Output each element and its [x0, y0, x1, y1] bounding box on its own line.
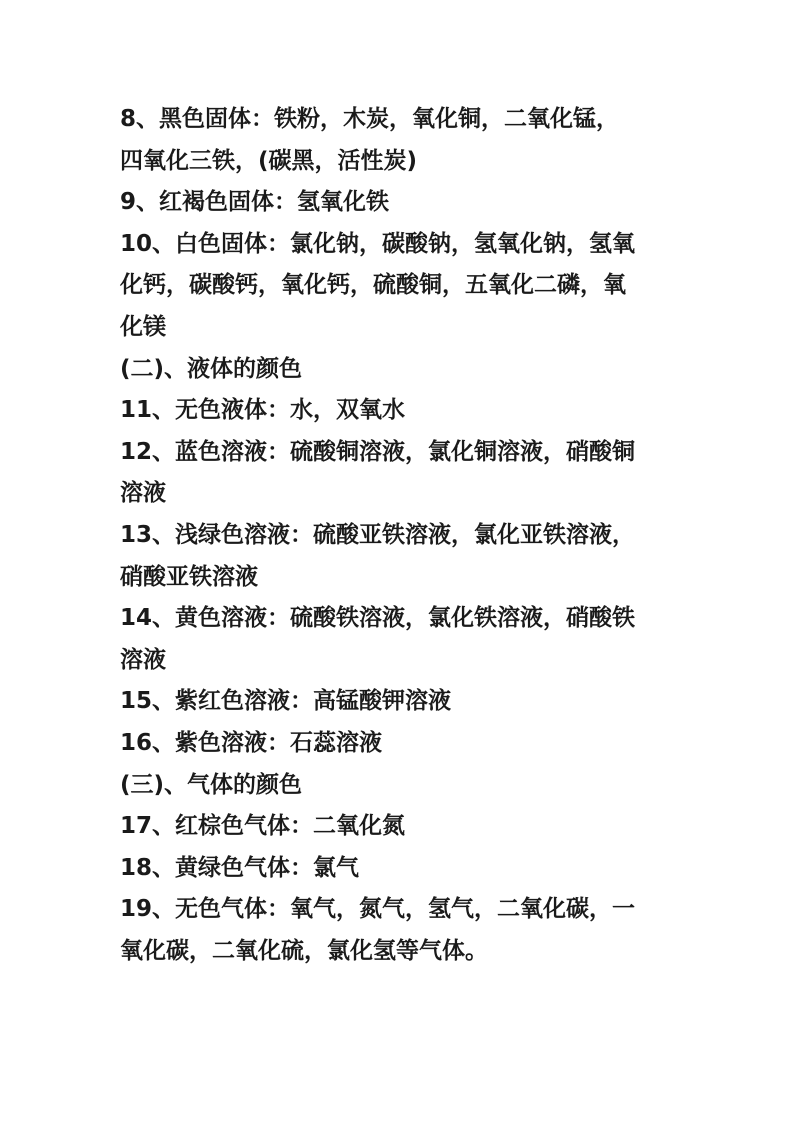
text-line: 氧化碳，二氧化硫，氯化氢等气体。	[120, 937, 488, 964]
text-line: 8、黑色固体：铁粉，木炭，氧化铜，二氧化锰，	[120, 106, 620, 132]
document-body	[120, 99, 680, 972]
text-line: 硝酸亚铁溶液	[120, 563, 258, 590]
text-line: 9、红褐色固体：氢氧化铁	[120, 189, 390, 216]
text-line: 18、黄绿色气体：氯气	[120, 854, 360, 881]
text-line: 四氧化三铁，(碳黑，活性炭)	[120, 147, 418, 174]
text-line: 14、黄色溶液：硫酸铁溶液，氯化铁溶液，硝酸铁	[120, 605, 636, 632]
text-line: 15、紫红色溶液：高锰酸钾溶液	[120, 688, 452, 715]
text-line: 16、紫色溶液：石蕊溶液	[120, 729, 383, 756]
section-heading: (三)、气体的颜色	[120, 771, 303, 798]
text-line: 溶液	[120, 480, 166, 507]
section-heading: (二)、液体的颜色	[120, 355, 303, 382]
text-line: 化镁	[120, 313, 166, 340]
text-line: 化钙，碳酸钙，氧化钙，硫酸铜，五氧化二磷，氧	[120, 272, 626, 299]
text-line: 10、白色固体：氯化钠，碳酸钠，氢氧化钠，氢氧	[120, 230, 636, 257]
text-line: 12、蓝色溶液：硫酸铜溶液，氯化铜溶液，硝酸铜	[120, 438, 636, 465]
text-line: 13、浅绿色溶液：硫酸亚铁溶液，氯化亚铁溶液，	[120, 521, 636, 548]
text-line: 11、无色液体：水，双氧水	[120, 397, 406, 424]
text-line: 17、红棕色气体：二氧化氮	[120, 813, 406, 840]
text-line: 溶液	[120, 646, 166, 673]
text-line: 19、无色气体：氧气，氮气，氢气，二氧化碳，一	[120, 896, 636, 923]
